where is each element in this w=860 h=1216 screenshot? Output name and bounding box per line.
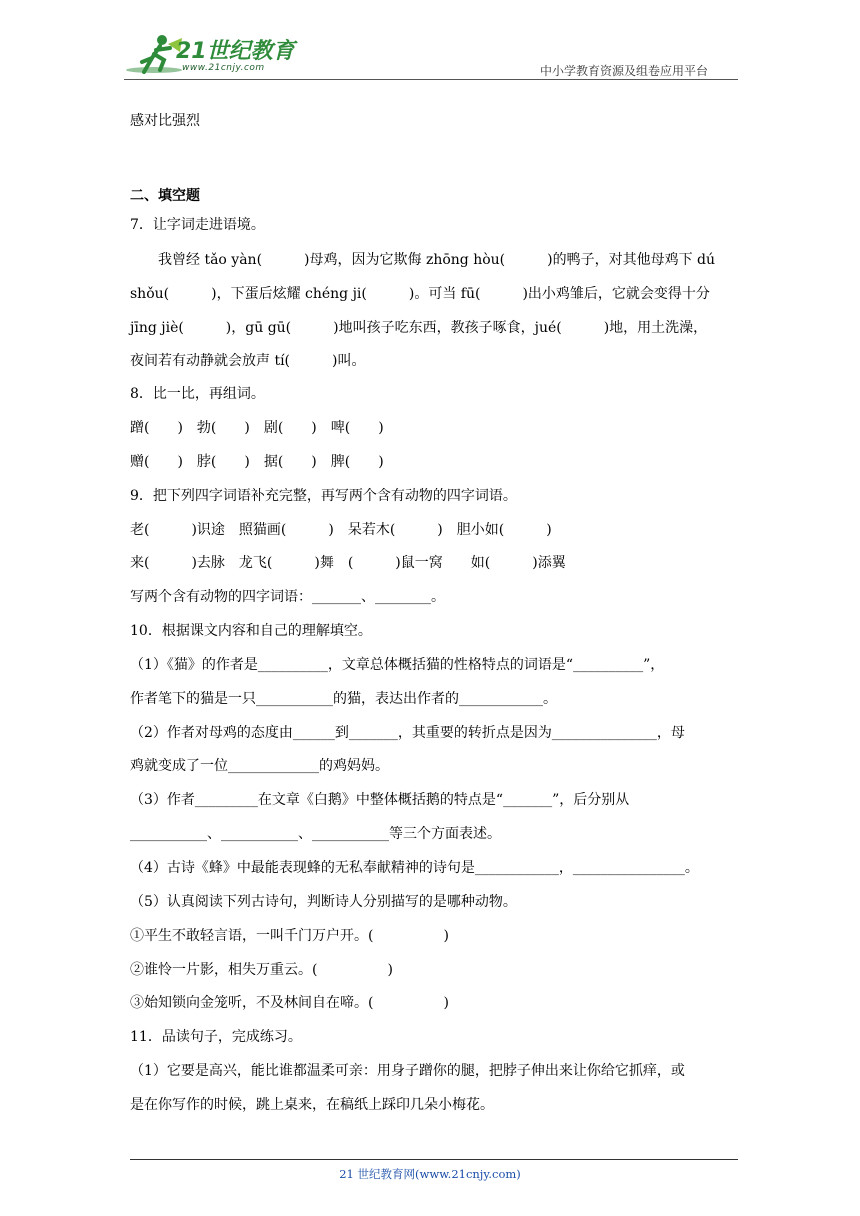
header-platform-text: 中小学教育资源及组卷应用平台 [540,64,709,78]
question-10-line: （3）作者_________在文章《白鹅》中整体概括鹅的特点是“_______”，后分别从 [130,792,630,808]
question-11-title: 11．品读句子，完成练习。 [130,1029,302,1045]
question-10-title: 10．根据课文内容和自己的理解填空。 [130,623,372,639]
question-10-line: （5）认真阅读下列古诗句，判断诗人分别描写的是哪种动物。 [130,894,517,910]
question-7-line: shǒu( )，下蛋后炫耀 chéng ji( )。可当 fū( )出小鸡雏后，它就会变得十分 [130,286,710,302]
question-10-line: （1）《猫》的作者是__________，文章总体概括猫的性格特点的词语是“__________”， [130,657,665,673]
question-10-line: 鸡就变成了一位_____________的鸡妈妈。 [130,758,389,774]
logo [124,32,294,78]
footer-divider [130,1159,738,1160]
poem-item: ①平生不敢轻言语，一叫千门万户开。( ) [130,928,449,944]
question-8-row: 蹭( ) 勃( ) 剧( ) 啤( ) [130,420,384,436]
logo-url: www.21cnjy.com [182,63,265,73]
footer-text[interactable]: 21 世纪教育网(www.21cnjy.com) [339,1167,521,1181]
text-line: 感对比强烈 [130,113,200,129]
question-7-line: jīng jiè( )，gū gū( )地叫孩子吃东西，教孩子啄食，jué( )地，用土洗澡， [130,320,708,336]
question-9-title: 9．把下列四字词语补充完整，再写两个含有动物的四字词语。 [130,488,517,504]
question-7-line: 我曾经 tǎo yàn( )母鸡，因为它欺侮 zhōng hòu( )的鸭子，对其他母鸡下 dú [158,252,716,268]
question-7-line: 夜间若有动静就会放声 tí( )叫。 [130,353,366,369]
question-7-title: 7．让字词走进语境。 [130,217,265,233]
question-8-row: 赠( ) 脖( ) 据( ) 脾( ) [130,454,384,470]
question-11-line: （1）它要是高兴，能比谁都温柔可亲：用身子蹭你的腿，把脖子伸出来让你给它抓痒，或 [130,1063,685,1079]
poem-item: ②谁怜一片影，相失万重云。( ) [130,962,393,978]
poem-item: ③始知锁向金笼听，不及林间自在啼。( ) [130,995,449,1011]
section-heading: 二、填空题 [130,188,200,204]
question-10-line: ___________、___________、___________等三个方面表述。 [130,826,501,842]
question-10-line: 作者笔下的猫是一只___________的猫，表达出作者的____________。 [130,691,557,707]
logo-text: 21世纪教育 [176,39,295,64]
question-10-line: （4）古诗《蜂》中最能表现蜂的无私奉献精神的诗句是____________，________________。 [130,860,699,876]
question-9-row: 来( )去脉 龙飞( )舞 ( )鼠一窝 如( )添翼 [130,555,566,571]
question-8-title: 8．比一比，再组词。 [130,386,265,402]
header-divider [124,79,738,80]
question-11-line: 是在你写作的时候，跳上桌来，在稿纸上踩印几朵小梅花。 [130,1097,494,1113]
question-10-line: （2）作者对母鸡的态度由______到_______，其重要的转折点是因为_______________，母 [130,725,685,741]
question-9-prompt: 写两个含有动物的四字词语：_______、________。 [130,589,445,605]
question-9-row: 老( )识途 照猫画( ) 呆若木( ) 胆小如( ) [130,522,552,538]
